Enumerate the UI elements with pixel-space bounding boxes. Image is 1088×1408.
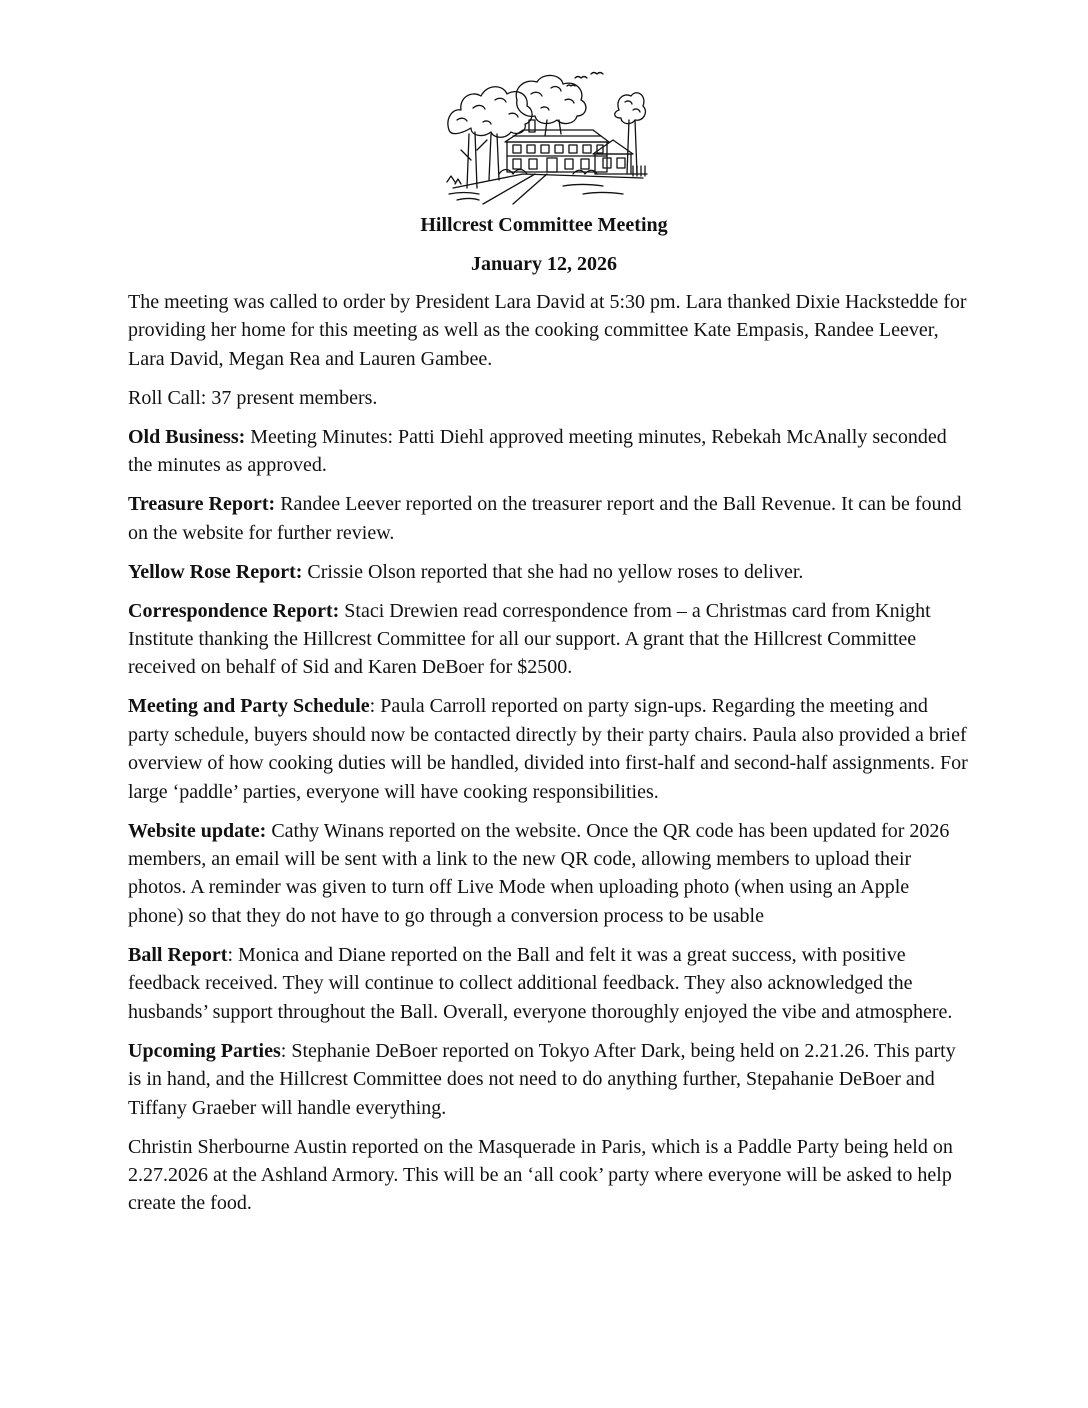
section-heading: Ball Report	[128, 943, 228, 966]
paragraph-text: Crissie Olson reported that she had no yellow roses to deliver.	[302, 560, 804, 583]
paragraph-text: The meeting was called to order by President Lara David at 5:30 pm. Lara thanked Dixie Hackstedde for providing her home for this meeting as well as the cooking committee Kate Empasis, Randee Leever, Lara David, Megan Rea and Lauren Gambee.	[128, 291, 967, 370]
paragraph-text: Roll Call: 37 present members.	[128, 386, 378, 409]
paragraph-text: Cathy Winans reported on the website. Once the QR code has been updated for 2026 members, an email will be sent with a link to the new QR code, allowing members to upload their photos. A reminder was given to turn off Live Mode when uploading photo (when using an Apple phone) so that they do not have to go through a conversion process to be usable	[128, 819, 950, 927]
paragraph-roll-call	[128, 384, 968, 412]
paragraph-call-to-order	[128, 288, 968, 373]
paragraph-treasure-report	[128, 490, 968, 547]
section-heading: Meeting and Party Schedule	[128, 695, 370, 718]
paragraph-text: : Stephanie DeBoer reported on Tokyo After Dark, being held on 2.21.26. This party is in hand, and the Hillcrest Committee does not need to do anything further, Stepahanie DeBoer and Tiffany Graeber will handle everything.	[128, 1039, 956, 1119]
paragraph-text: Staci Drewien read correspondence from – a Christmas card from Knight Institute thanking the Hillcrest Committee for all our support. A grant that the Hillcrest Committee received on behalf of Sid and Karen DeBoer for $2500.	[128, 599, 931, 679]
section-heading: Yellow Rose Report:	[128, 560, 303, 583]
paragraph-text: Randee Leever reported on the treasurer report and the Ball Revenue. It can be found on the website for further review.	[128, 493, 962, 544]
paragraph-meeting-party-schedule	[128, 692, 968, 806]
meeting-date: January 12, 2026	[470, 253, 618, 275]
minutes-body	[128, 288, 968, 1228]
paragraph-ball-report	[128, 941, 968, 1026]
document-title: Hillcrest Committee Meeting	[420, 214, 668, 236]
hillcrest-house-illustration	[443, 70, 649, 206]
paragraph-masquerade	[128, 1133, 968, 1218]
paragraph-text: Meeting Minutes: Patti Diehl approved meeting minutes, Rebekah McAnally seconded the minutes as approved.	[128, 425, 947, 477]
paragraph-text: Christin Sherbourne Austin reported on the Masquerade in Paris, which is a Paddle Party being held on 2.27.2026 at the Ashland Armory. This will be an ‘all cook’ party where everyone will be asked to help create the food.	[128, 1135, 953, 1215]
paragraph-old-business	[128, 423, 968, 480]
section-heading: Treasure Report:	[128, 493, 276, 516]
paragraph-text: : Monica and Diane reported on the Ball and felt it was a great success, with positive feedback received. They will continue to collect additional feedback. They also acknowledged the husbands’ support throughout the Ball. Overall, everyone thoroughly enjoyed the vibe and atmosphere.	[128, 943, 953, 1023]
paragraph-correspondence-report	[128, 597, 968, 682]
paragraph-website-update	[128, 817, 968, 931]
section-heading: Website update:	[128, 819, 267, 842]
paragraph-upcoming-parties	[128, 1037, 968, 1122]
paragraph-yellow-rose-report	[128, 558, 968, 586]
section-heading: Old Business:	[128, 425, 246, 448]
paragraph-text: : Paula Carroll reported on party sign-ups. Regarding the meeting and party schedule, buyers should now be contacted directly by their party chairs. Paula also provided a brief overview of how cooking duties will be handled, divided into first-half and second-half assignments. For large ‘paddle’ parties, everyone will have cooking responsibilities.	[128, 695, 968, 803]
section-heading: Correspondence Report:	[128, 599, 340, 622]
section-heading: Upcoming Parties	[128, 1039, 281, 1062]
